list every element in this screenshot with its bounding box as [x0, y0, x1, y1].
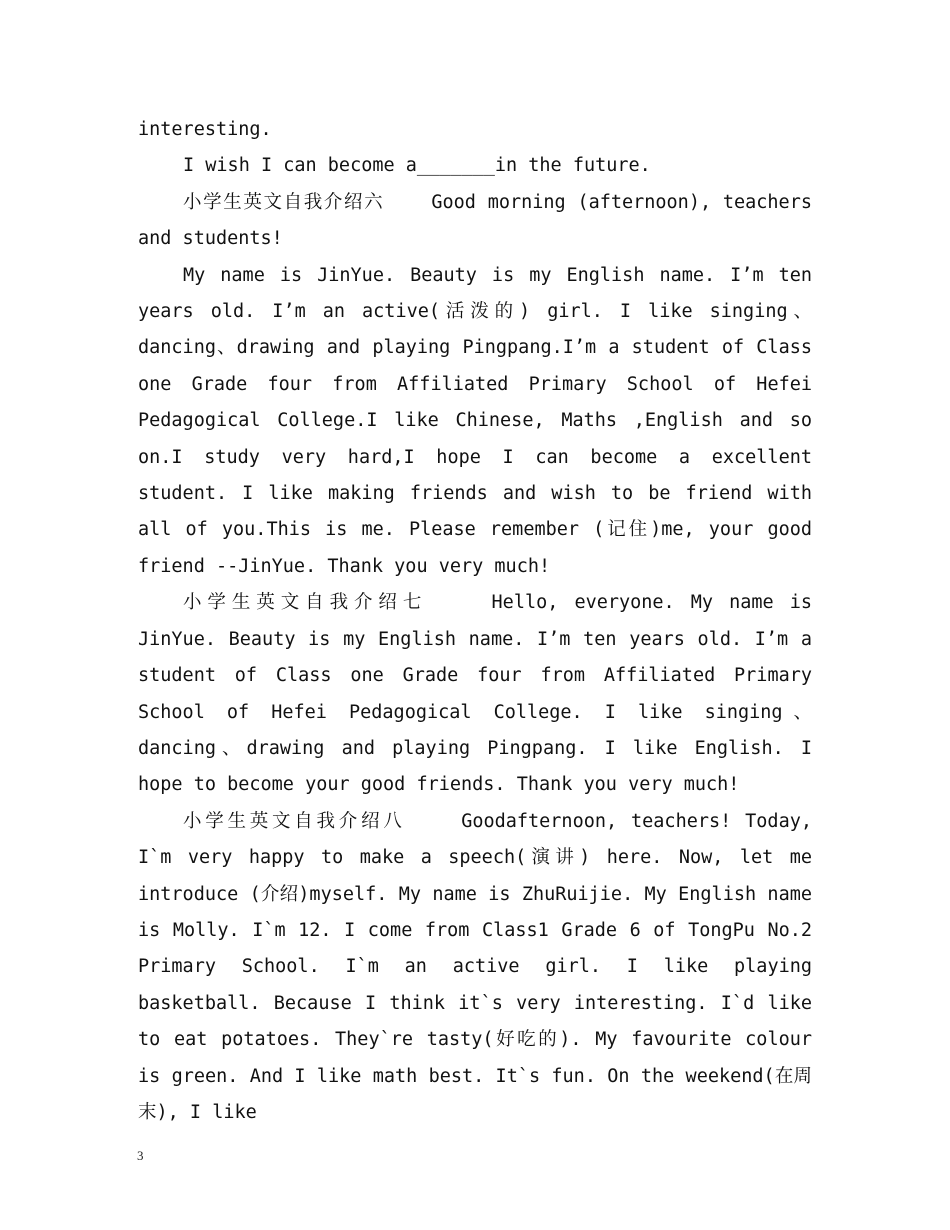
section-seven — [138, 585, 812, 803]
paragraph-continuation — [138, 112, 812, 148]
paragraph-text: Hello, everyone. My name is JinYue. Beauty is my English name. I’m ten years old. I’m a student of Class one Grade four from Affiliated Primary School of Hefei Pedagogical College. I like singing、dancing、drawing and playing Pingpang. I like English. I hope to become your good friends. Thank you very much! — [138, 592, 812, 796]
section-six-body — [138, 258, 812, 586]
paragraph-text: My name is JinYue. Beauty is my English name. I’m ten years old. I’m an active(活泼的) girl. I like singing、dancing、drawing and playing Pingpang.I’m a student of Class one Grade four from Affiliated Primary School of Hefei Pedagogical College.I like Chinese, Maths ,English and so on.I study very hard,I hope I can become a excellent student. I like making friends and wish to be friend with all of you.This is me. Please remember (记住)me, your good friend --JinYue. Thank you very much! — [138, 264, 812, 577]
document-body — [138, 112, 812, 1131]
section-six — [138, 185, 812, 258]
paragraph-text: Goodafternoon, teachers! Today, I`m very happy to make a speech(演讲) here. Now, let me introduce (介绍)myself. My name is ZhuRuijie. My English name is Molly. I`m 12. I come from Class1 Grade 6 of TongPu No.2 Primary School. I`m an active girl. I like playing basketball. Because I think it`s very interesting. I`d like to eat potatoes. They`re tasty(好吃的). My favourite colour is green. And I like math best. It`s fun. On the weekend(在周末), I like — [138, 810, 812, 1123]
section-heading: 小学生英文自我介绍六 — [183, 191, 385, 213]
paragraph-text: I wish I can become a_______in the future. — [183, 155, 651, 177]
paragraph-wish — [138, 148, 812, 184]
section-heading: 小学生英文自我介绍七 — [183, 592, 428, 614]
paragraph-text: interesting. — [138, 119, 272, 140]
paragraph-text: Good morning (afternoon), teachers and students! — [138, 191, 812, 250]
section-eight — [138, 804, 812, 1132]
section-heading: 小学生英文自我介绍八 — [183, 810, 406, 832]
page-number: 3 — [137, 1148, 144, 1163]
